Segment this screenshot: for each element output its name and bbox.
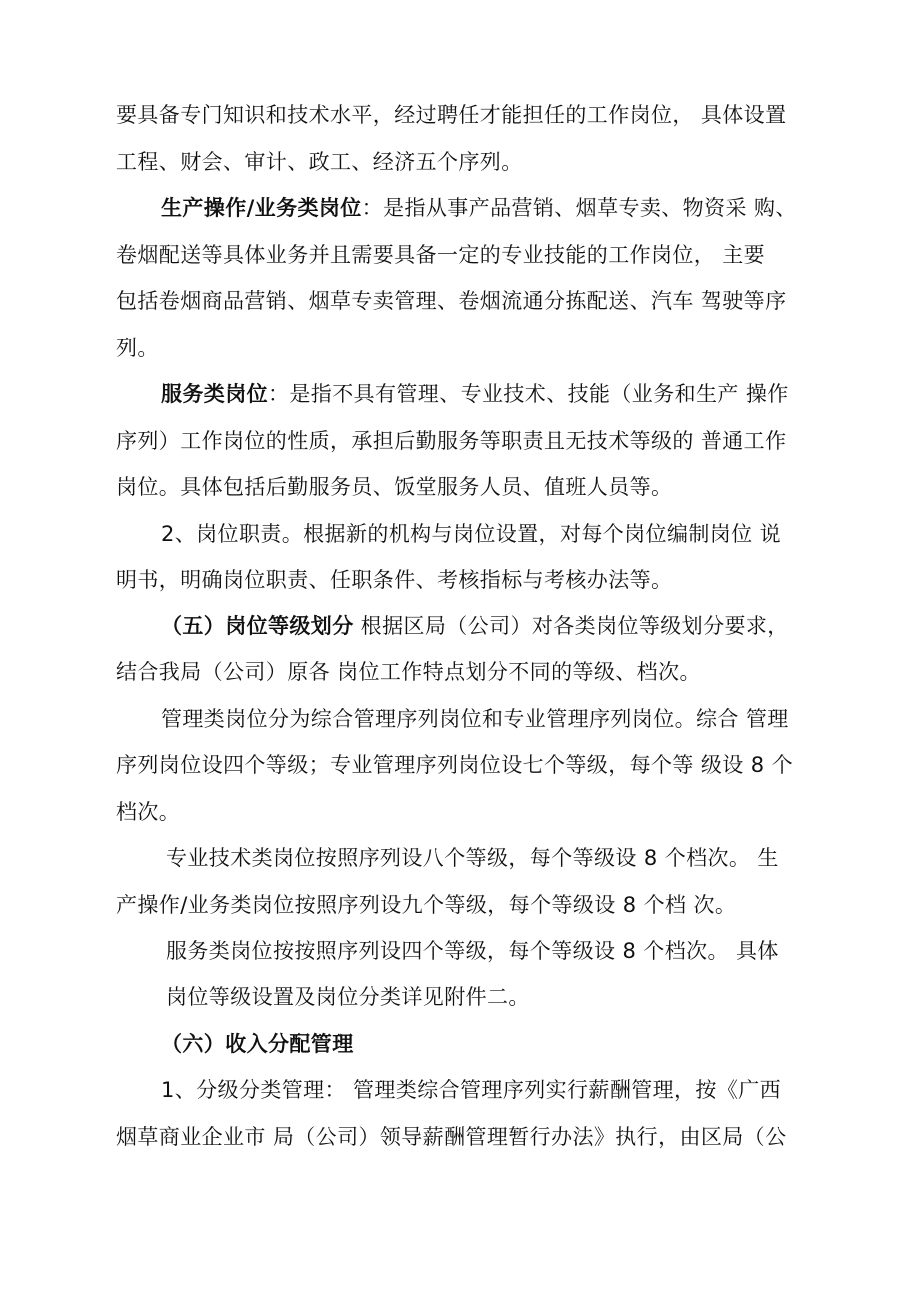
section-heading: （五）岗位等级划分 — [161, 614, 354, 638]
section-heading: （六）收入分配管理 — [161, 1032, 354, 1056]
text-line: 档次。 — [116, 800, 181, 824]
text-line: 岗位。具体包括后勤服务员、饭堂服务人员、值班人员等。 — [116, 475, 673, 499]
text-line: 2、岗位职责。根据新的机构与岗位设置，对每个岗位编制岗位 说 — [161, 522, 782, 546]
text-span: ：是指不具有管理、专业技术、技能（业务和生产 操作 — [268, 382, 789, 406]
text-line: 序列岗位设四个等级；专业管理序列岗位设七个等级，每个等 级设 8 个 — [116, 753, 793, 777]
text-line: 结合我局（公司）原各 岗位工作特点划分不同的等级、档次。 — [116, 660, 701, 684]
text-line: 卷烟配送等具体业务并且需要具备一定的专业技能的工作岗位， 主要 — [116, 243, 766, 267]
text-line: 烟草商业企业市 局（公司）领导薪酬管理暂行办法》执行，由区局（公 — [116, 1125, 787, 1149]
paragraph-first-line — [161, 614, 789, 640]
paragraph-heading: 生产操作/业务类岗位 — [161, 196, 362, 220]
paragraph-first-line — [161, 382, 789, 408]
text-line: 服务类岗位按按照序列设四个等级，每个等级设 8 个档次。 具体 — [166, 939, 779, 963]
text-line: 序列）工作岗位的性质，承担后勤服务等职责且无技术等级的 普通工作 — [116, 429, 787, 453]
text-line: 工程、财会、审计、政工、经济五个序列。 — [116, 150, 523, 174]
text-line: 要具备专门知识和技术水平，经过聘任才能担任的工作岗位， 具体设置 — [116, 103, 787, 127]
text-line: 包括卷烟商品营销、烟草专卖管理、卷烟流通分拣配送、汽车 驾驶等序 — [116, 289, 787, 313]
text-line: 1、分级分类管理： 管理类综合管理序列实行薪酬管理，按《广西 — [161, 1078, 782, 1102]
text-line: 列。 — [116, 336, 159, 360]
text-line: 管理类岗位分为综合管理序列岗位和专业管理序列岗位。综合 管理 — [161, 707, 789, 731]
text-line: 明书，明确岗位职责、任职条件、考核指标与考核办法等。 — [116, 568, 673, 592]
text-line: 产操作/业务类岗位按照序列设九个等级，每个等级设 8 个档 次。 — [116, 893, 737, 917]
text-line: 岗位等级设置及岗位分类详见附件二。 — [166, 985, 530, 1009]
paragraph-first-line — [161, 196, 797, 222]
text-span: ：是指从事产品营销、烟草专卖、物资采 购、 — [361, 196, 797, 220]
text-line: 专业技术类岗位按照序列设八个等级，每个等级设 8 个档次。 生 — [166, 846, 779, 870]
paragraph-heading: 服务类岗位 — [161, 382, 268, 406]
text-span: 根据区局（公司）对各类岗位等级划分要求， — [353, 614, 789, 638]
